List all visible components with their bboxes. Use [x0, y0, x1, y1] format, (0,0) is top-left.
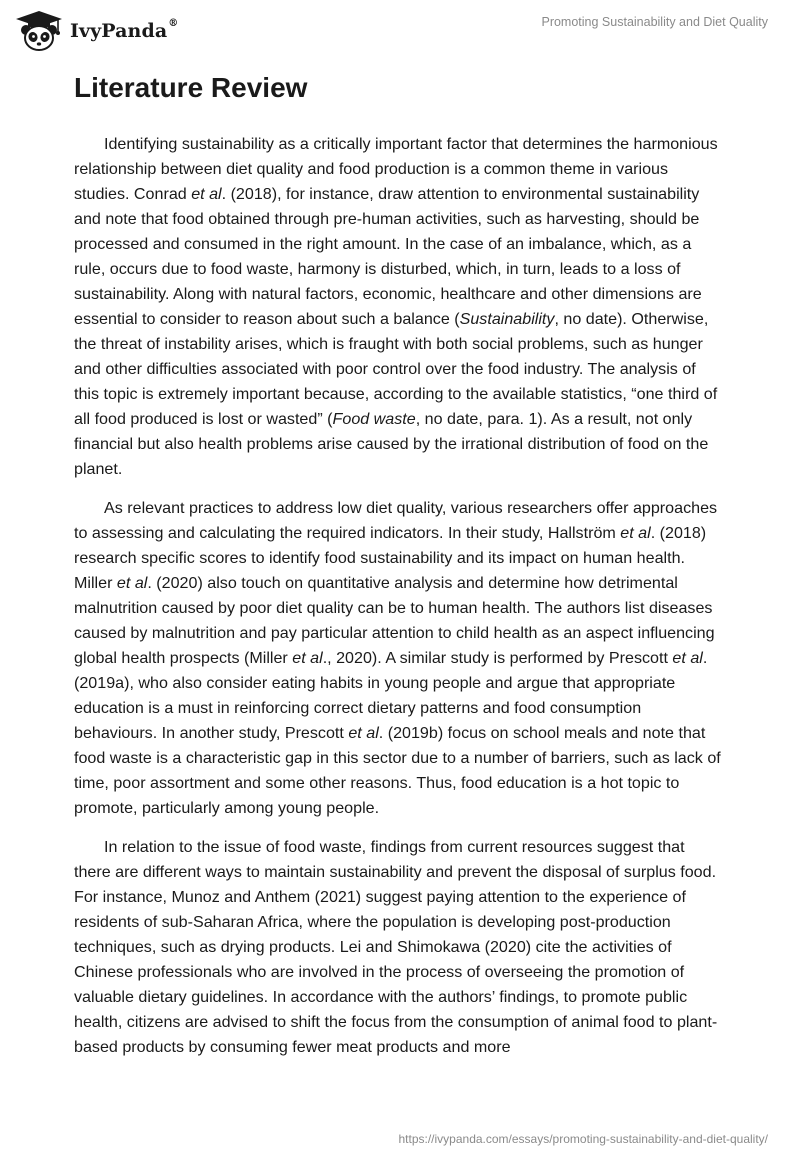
text-run: . (2020) also touch on quantitative analysis and determine how detrimental malnutrition caused by poor diet quality can be to human health. The authors list diseases caused by malnutrition and pay particular attention to child health as an aspect influencing global health prospects (Miller	[74, 574, 715, 667]
italic-text: Food waste	[332, 410, 416, 428]
text-run: ., 2020). A similar study is performed by Prescott	[322, 649, 673, 667]
italic-text: et al	[672, 649, 703, 667]
italic-text: et al	[191, 185, 222, 203]
document-title: Promoting Sustainability and Diet Quality	[541, 15, 768, 29]
text-run: . (2018) research specific scores to identify food sustainability and its impact on human health. Miller	[74, 524, 707, 592]
italic-text: Sustainability	[459, 310, 555, 328]
text-run: , no date). Otherwise, the threat of instability arises, which is fraught with both social problems, such as hunger and other difficulties associated with poor control over the food industry. The analysis of this topic is extremely important because, according to the available statistics, “one third of all food produced is lost or wasted” (	[74, 310, 718, 428]
text-run: As relevant practices to address low diet quality, various researchers offer approaches to assessing and calculating the required indicators. In their study, Hallström	[74, 499, 718, 542]
paragraph	[74, 835, 724, 1060]
text-run: . (2019b) focus on school meals and note that food waste is a characteristic gap in this sector due to a number of barriers, such as lack of time, poor assortment and some other reasons. Thus, food education is a hot topic to promote, particularly among young people.	[74, 724, 721, 817]
text-run: . (2018), for instance, draw attention to environmental sustainability and note that food obtained through pre-human activities, such as harvesting, should be processed and consumed in the right amount. In the case of an imbalance, which, as a rule, occurs due to food waste, harmony is disturbed, which, in turn, leads to a loss of sustainability. Along with natural factors, economic, healthcare and other dimensions are essential to consider to reason about such a balance (	[74, 185, 702, 328]
source-url[interactable]: https://ivypanda.com/essays/promoting-sustainability-and-diet-quality/	[398, 1132, 768, 1146]
italic-text: et al	[620, 524, 651, 542]
italic-text: et al	[292, 649, 323, 667]
text-run: , no date, para. 1). As a result, not only financial but also health problems arise caused by the irrational distribution of food on the planet.	[74, 410, 709, 478]
text-run: . (2019a), who also consider eating habits in young people and argue that appropriate education is a must in reinforcing correct dietary patterns and food consumption behaviours. In another study, Prescott	[74, 649, 708, 742]
text-run: Identifying sustainability as a critically important factor that determines the harmonious relationship between diet quality and food production is a common theme in various studies. Conrad	[74, 135, 718, 203]
panda-graduation-cap-icon	[14, 10, 64, 52]
brand-name: IvyPanda®	[70, 18, 179, 42]
paragraph	[74, 132, 724, 482]
text-run: In relation to the issue of food waste, findings from current resources suggest that there are different ways to maintain sustainability and prevent the disposal of surplus food. For instance, Munoz and Anthem (2021) suggest paying attention to the experience of residents of sub-Saharan Africa, where the population is developing post-production techniques, such as drying products. Lei and Shimokawa (2020) cite the activities of Chinese professionals who are involved in the process of overseeing the promotion of valuable dietary guidelines. In accordance with the authors’ findings, to promote public health, citizens are advised to shift the focus from the consumption of animal food to plant-based products by consuming fewer meat products and more	[74, 838, 718, 1056]
italic-text: et al	[348, 724, 379, 742]
page-header	[0, 0, 800, 60]
ivypanda-logo[interactable]	[14, 10, 178, 52]
italic-text: et al	[116, 574, 148, 592]
section-heading: Literature Review	[74, 72, 308, 103]
paragraph	[74, 496, 724, 821]
essay-body	[74, 132, 724, 1074]
